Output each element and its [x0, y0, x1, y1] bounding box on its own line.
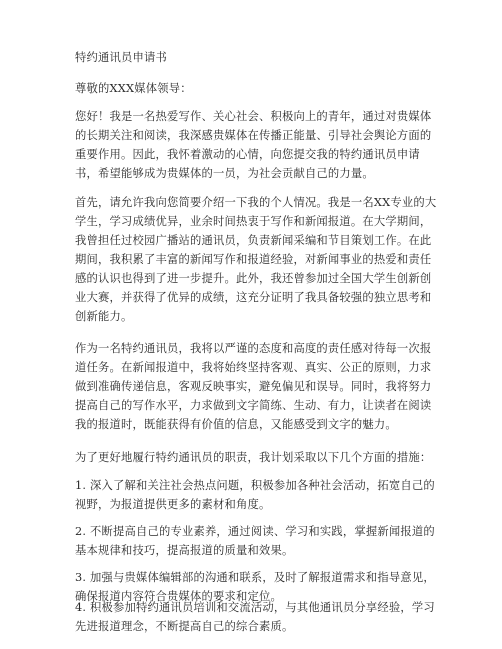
measure-item-4 [75, 598, 437, 644]
list-item: 1. 深入了解和关注社会热点问题，积极参加各种社会活动，拓宽自己的视野，为报道提供更多的素材和角度。 [75, 479, 435, 511]
list-item: 2. 不断提高自己的专业素养，通过阅读、学习和实践，掌握新闻报道的基本规律和技巧，提高报道的质量和效果。 [75, 525, 435, 557]
paragraph-text: 作为一名特约通讯员，我将以严谨的态度和高度的责任感对待每一次报道任务。在新闻报道中，我将始终坚持客观、真实、公正的原则，力求做到准确传递信息，客观反映事实，避免偏见和误导。同时，我将努力提高自己的写作水平，力求做到文字简练、生动、有力，让读者在阅读我的报道时，既能获得有价值的信息，又能感受到文字的魅力。 [75, 342, 432, 431]
paragraph-text: 您好！我是一名热爱写作、关心社会、积极向上的青年，通过对贵媒体的长期关注和阅读，我深感贵媒体在传播正能量、引导社会舆论方面的重要作用。因此，我怀着激动的心情，向您提交我的特约通讯员申请书，希望能够成为贵媒体的一员，为社会贡献自己的力量。 [75, 110, 432, 180]
paragraph-intro [75, 107, 437, 183]
paragraph-text: 首先，请允许我向您简要介绍一下我的个人情况。我是一名XX专业的大学生，学习成绩优异，业余时间热衷于写作和新闻报道。在大学期间，我曾担任过校园广播站的通讯员，负责新闻采编和节目策划工作。在此期间，我积累了丰富的新闻写作和报道经验，对新闻事业的热爱和责任感的认识也得到了进一步提升。此外，我还曾参加过全国大学生创新创业大赛，并获得了优异的成绩，这充分证明了我具备较强的独立思考和创新能力。 [75, 196, 437, 323]
paragraph-commitment [75, 339, 437, 434]
list-item: 4. 积极参加特约通讯员培训和交流活动，与其他通讯员分享经验，学习先进报道理念，不断提高自己的综合素质。 [75, 601, 435, 633]
document-title [75, 48, 437, 67]
paragraph-background [75, 193, 437, 326]
list-item: 3. 加强与贵媒体编辑部的沟通和联系，及时了解报道需求和指导意见，确保报道内容符合贵媒体的要求和定位。 [75, 571, 435, 603]
measure-item-1 [75, 476, 437, 514]
paragraph-measures-intro [75, 448, 437, 467]
salutation-text: 尊敬的XXX媒体领导： [75, 82, 192, 95]
measure-item-2 [75, 522, 437, 560]
salutation [75, 79, 437, 98]
title-text: 特约通讯员申请书 [75, 51, 167, 64]
paragraph-text: 为了更好地履行特约通讯员的职责，我计划采取以下几个方面的措施： [75, 451, 432, 464]
